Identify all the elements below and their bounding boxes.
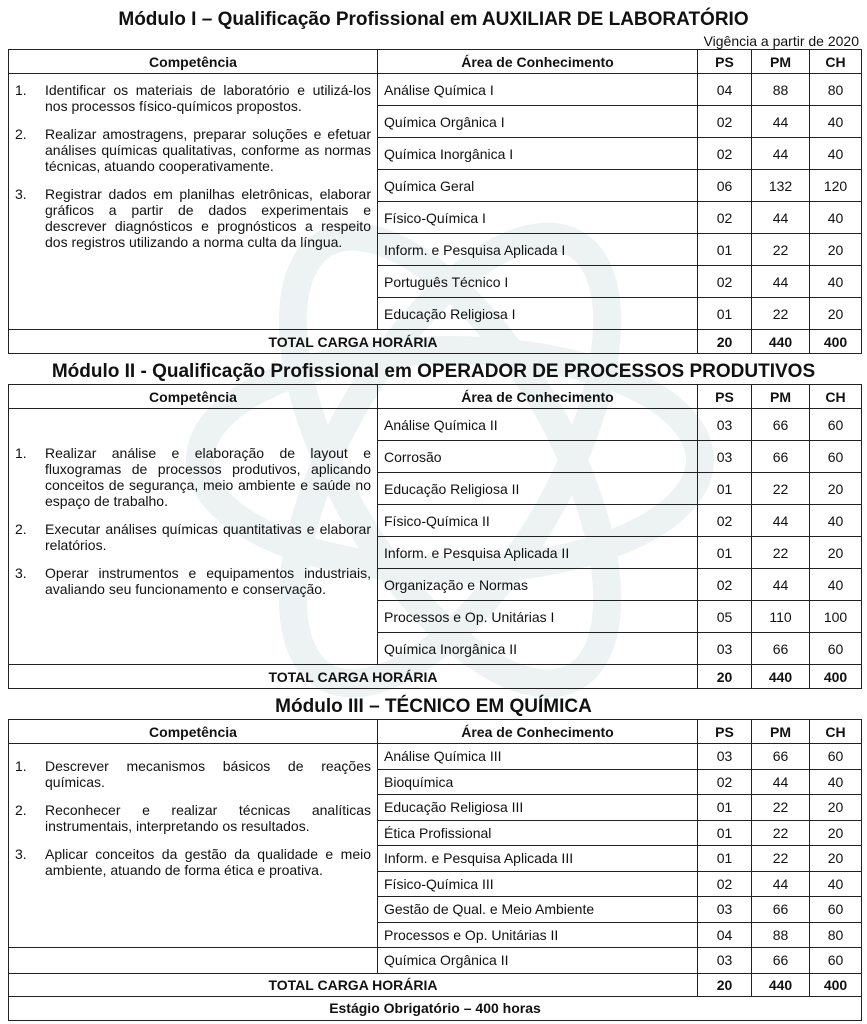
ps-cell: 01: [698, 820, 752, 846]
ch-cell: 80: [810, 74, 862, 106]
vigencia-note: Vigência a partir de 2020: [703, 33, 859, 49]
competencia-item: [15, 186, 371, 250]
ch-cell: 60: [810, 441, 862, 473]
ps-header: PS: [698, 385, 752, 409]
ps-cell: 02: [698, 202, 752, 234]
area-cell: Análise Química I: [378, 74, 698, 106]
ps-cell: 01: [698, 537, 752, 569]
pm-cell: 22: [752, 846, 810, 872]
area-cell: Educação Religiosa III: [378, 795, 698, 821]
ch-cell: 40: [810, 202, 862, 234]
ps-cell: 03: [698, 744, 752, 770]
module-1-table: [8, 49, 862, 354]
module-3-table: [8, 719, 862, 1021]
pm-cell: 132: [752, 170, 810, 202]
area-cell: Análise Química II: [378, 409, 698, 441]
pm-header: PM: [752, 385, 810, 409]
competencia-number: 2.: [15, 802, 27, 818]
pm-cell: 44: [752, 266, 810, 298]
ps-cell: 01: [698, 234, 752, 266]
ch-cell: 60: [810, 633, 862, 665]
ps-cell: 04: [698, 922, 752, 948]
ch-cell: 40: [810, 505, 862, 537]
module-1-title: Módulo I – Qualificação Profissional em AUXILIAR DE LABORATÓRIO: [118, 9, 749, 30]
module-2-title: Módulo II - Qualificação Profissional em OPERADOR DE PROCESSOS PRODUTIVOS: [51, 361, 816, 382]
ch-cell: 20: [810, 298, 862, 330]
ch-header: CH: [810, 50, 862, 74]
table-row: [9, 948, 862, 974]
pm-cell: 44: [752, 871, 810, 897]
competencia-cell: [9, 409, 378, 665]
table-row: [9, 744, 862, 770]
area-cell: Físico-Química I: [378, 202, 698, 234]
pm-cell: 44: [752, 769, 810, 795]
ch-cell: 20: [810, 795, 862, 821]
ps-cell: 03: [698, 948, 752, 974]
competencia-item: [15, 126, 371, 174]
ps-cell: 02: [698, 769, 752, 795]
ch-cell: 80: [810, 922, 862, 948]
competencia-text: Descrever mecanismos básicos de reações químicas.: [45, 758, 371, 790]
pm-cell: 88: [752, 922, 810, 948]
area-cell: Educação Religiosa I: [378, 298, 698, 330]
total-ch: 400: [810, 973, 862, 996]
area-cell: Química Inorgânica I: [378, 138, 698, 170]
area-cell: Inform. e Pesquisa Aplicada III: [378, 846, 698, 872]
pm-cell: 44: [752, 106, 810, 138]
ch-cell: 40: [810, 266, 862, 298]
ch-cell: 60: [810, 744, 862, 770]
pm-cell: 88: [752, 74, 810, 106]
competencia-text: Registrar dados em planilhas eletrônicas, elaborar gráficos a partir de dados experimentais e descrever diagnósticos e prognósticos a respeito dos registros utilizando a norma culta da língua.: [45, 186, 371, 250]
total-ch: 400: [810, 665, 862, 689]
competencia-number: 1.: [15, 82, 27, 98]
ps-cell: 06: [698, 170, 752, 202]
area-cell: Ética Profissional: [378, 820, 698, 846]
competencia-text: Aplicar conceitos da gestão da qualidade e meio ambiente, atuando de forma ética e proativa.: [45, 846, 371, 878]
area-cell: Português Técnico I: [378, 266, 698, 298]
total-pm: 440: [752, 330, 810, 354]
area-cell: Análise Química III: [378, 744, 698, 770]
header-row: [9, 720, 862, 744]
estagio-cell: Estágio Obrigatório – 400 horas: [9, 996, 862, 1020]
empty-competencia-cell: [9, 948, 378, 974]
competencia-item: [15, 82, 371, 114]
total-pm: 440: [752, 665, 810, 689]
area-cell: Processos e Op. Unitárias II: [378, 922, 698, 948]
total-row: [9, 973, 862, 996]
competencia-number: 2.: [15, 126, 27, 142]
total-ps: 20: [698, 330, 752, 354]
competencia-number: 3.: [15, 846, 27, 862]
pm-cell: 110: [752, 601, 810, 633]
total-label: TOTAL CARGA HORÁRIA: [9, 665, 698, 689]
competencia-list: [15, 758, 371, 878]
pm-cell: 22: [752, 473, 810, 505]
pm-cell: 44: [752, 505, 810, 537]
ch-cell: 40: [810, 871, 862, 897]
ps-header: PS: [698, 50, 752, 74]
total-label: TOTAL CARGA HORÁRIA: [9, 330, 698, 354]
pm-cell: 22: [752, 795, 810, 821]
ps-cell: 01: [698, 795, 752, 821]
ps-cell: 04: [698, 74, 752, 106]
area-cell: Inform. e Pesquisa Aplicada II: [378, 537, 698, 569]
ch-header: CH: [810, 720, 862, 744]
pm-header: PM: [752, 50, 810, 74]
competencia-header: Competência: [9, 720, 378, 744]
competencia-text: Executar análises químicas quantitativas e elaborar relatórios.: [45, 521, 371, 553]
ch-cell: 20: [810, 820, 862, 846]
competencia-item: [15, 758, 371, 790]
area-cell: Físico-Química II: [378, 505, 698, 537]
ch-cell: 40: [810, 569, 862, 601]
ps-header: PS: [698, 720, 752, 744]
table-row: [9, 409, 862, 441]
pm-cell: 66: [752, 409, 810, 441]
competencia-cell: [9, 74, 378, 330]
pm-cell: 66: [752, 897, 810, 923]
competencia-cell: [9, 744, 378, 948]
competencia-text: Reconhecer e realizar técnicas analíticas instrumentais, interpretando os resultados.: [45, 802, 371, 834]
pm-header: PM: [752, 720, 810, 744]
pm-cell: 22: [752, 537, 810, 569]
ps-cell: 01: [698, 298, 752, 330]
pm-cell: 66: [752, 441, 810, 473]
ch-cell: 60: [810, 897, 862, 923]
ch-cell: 60: [810, 409, 862, 441]
pm-cell: 22: [752, 234, 810, 266]
competencia-item: [15, 445, 371, 509]
competencia-number: 1.: [15, 758, 27, 774]
pm-cell: 22: [752, 298, 810, 330]
area-header: Área de Conhecimento: [378, 50, 698, 74]
pm-cell: 66: [752, 948, 810, 974]
ps-cell: 03: [698, 633, 752, 665]
competencia-header: Competência: [9, 385, 378, 409]
total-ps: 20: [698, 973, 752, 996]
area-cell: Físico-Química III: [378, 871, 698, 897]
competencia-number: 1.: [15, 445, 27, 461]
area-cell: Processos e Op. Unitárias I: [378, 601, 698, 633]
ps-cell: 03: [698, 897, 752, 923]
table-row: [9, 74, 862, 106]
competencia-number: 2.: [15, 521, 27, 537]
area-cell: Organização e Normas: [378, 569, 698, 601]
ps-cell: 05: [698, 601, 752, 633]
total-label: TOTAL CARGA HORÁRIA: [9, 973, 698, 996]
area-cell: Química Orgânica I: [378, 106, 698, 138]
ps-cell: 02: [698, 266, 752, 298]
estagio-row: [9, 996, 862, 1020]
module-3-title: Módulo III – TÉCNICO EM QUÍMICA: [275, 696, 592, 717]
ps-cell: 03: [698, 409, 752, 441]
competencia-item: [15, 846, 371, 878]
ch-cell: 40: [810, 106, 862, 138]
ps-cell: 03: [698, 441, 752, 473]
competencia-text: Realizar análise e elaboração de layout e fluxogramas de processos produtivos, aplicando conceitos de segurança, meio ambiente e saúde no espaço de trabalho.: [45, 445, 371, 509]
module-2-table: [8, 384, 862, 689]
area-cell: Gestão de Qual. e Meio Ambiente: [378, 897, 698, 923]
pm-cell: 66: [752, 633, 810, 665]
total-pm: 440: [752, 973, 810, 996]
ch-cell: 20: [810, 234, 862, 266]
ch-cell: 40: [810, 138, 862, 170]
ch-cell: 100: [810, 601, 862, 633]
pm-cell: 44: [752, 138, 810, 170]
competencia-number: 3.: [15, 186, 27, 202]
competencia-header: Competência: [9, 50, 378, 74]
ps-cell: 02: [698, 505, 752, 537]
ps-cell: 01: [698, 846, 752, 872]
ch-header: CH: [810, 385, 862, 409]
header-row: [9, 50, 862, 74]
area-cell: Química Inorgânica II: [378, 633, 698, 665]
pm-cell: 22: [752, 820, 810, 846]
ch-cell: 120: [810, 170, 862, 202]
total-row: [9, 665, 862, 689]
area-cell: Inform. e Pesquisa Aplicada I: [378, 234, 698, 266]
competencia-list: [15, 445, 371, 597]
competencia-text: Identificar os materiais de laboratório e utilizá-los nos processos físico-químicos propostos.: [45, 82, 371, 114]
ps-cell: 02: [698, 569, 752, 601]
area-cell: Química Orgânica II: [378, 948, 698, 974]
competencia-list: [15, 82, 371, 250]
ps-cell: 02: [698, 871, 752, 897]
area-header: Área de Conhecimento: [378, 385, 698, 409]
ch-cell: 40: [810, 769, 862, 795]
ch-cell: 20: [810, 537, 862, 569]
pm-cell: 44: [752, 569, 810, 601]
competencia-text: Operar instrumentos e equipamentos industriais, avaliando seu funcionamento e conservação.: [45, 565, 371, 597]
header-row: [9, 385, 862, 409]
total-ps: 20: [698, 665, 752, 689]
pm-cell: 44: [752, 202, 810, 234]
ps-cell: 02: [698, 106, 752, 138]
pm-cell: 66: [752, 744, 810, 770]
total-ch: 400: [810, 330, 862, 354]
ps-cell: 02: [698, 138, 752, 170]
competencia-item: [15, 802, 371, 834]
ch-cell: 20: [810, 473, 862, 505]
competencia-item: [15, 565, 371, 597]
ch-cell: 60: [810, 948, 862, 974]
total-row: [9, 330, 862, 354]
competencia-item: [15, 521, 371, 553]
area-cell: Corrosão: [378, 441, 698, 473]
ps-cell: 01: [698, 473, 752, 505]
ch-cell: 20: [810, 846, 862, 872]
area-header: Área de Conhecimento: [378, 720, 698, 744]
area-cell: Educação Religiosa II: [378, 473, 698, 505]
area-cell: Química Geral: [378, 170, 698, 202]
area-cell: Bioquímica: [378, 769, 698, 795]
competencia-number: 3.: [15, 565, 27, 581]
competencia-text: Realizar amostragens, preparar soluções e efetuar análises químicas qualitativas, conforme as normas técnicas, atuando cooperativamente.: [45, 126, 371, 174]
